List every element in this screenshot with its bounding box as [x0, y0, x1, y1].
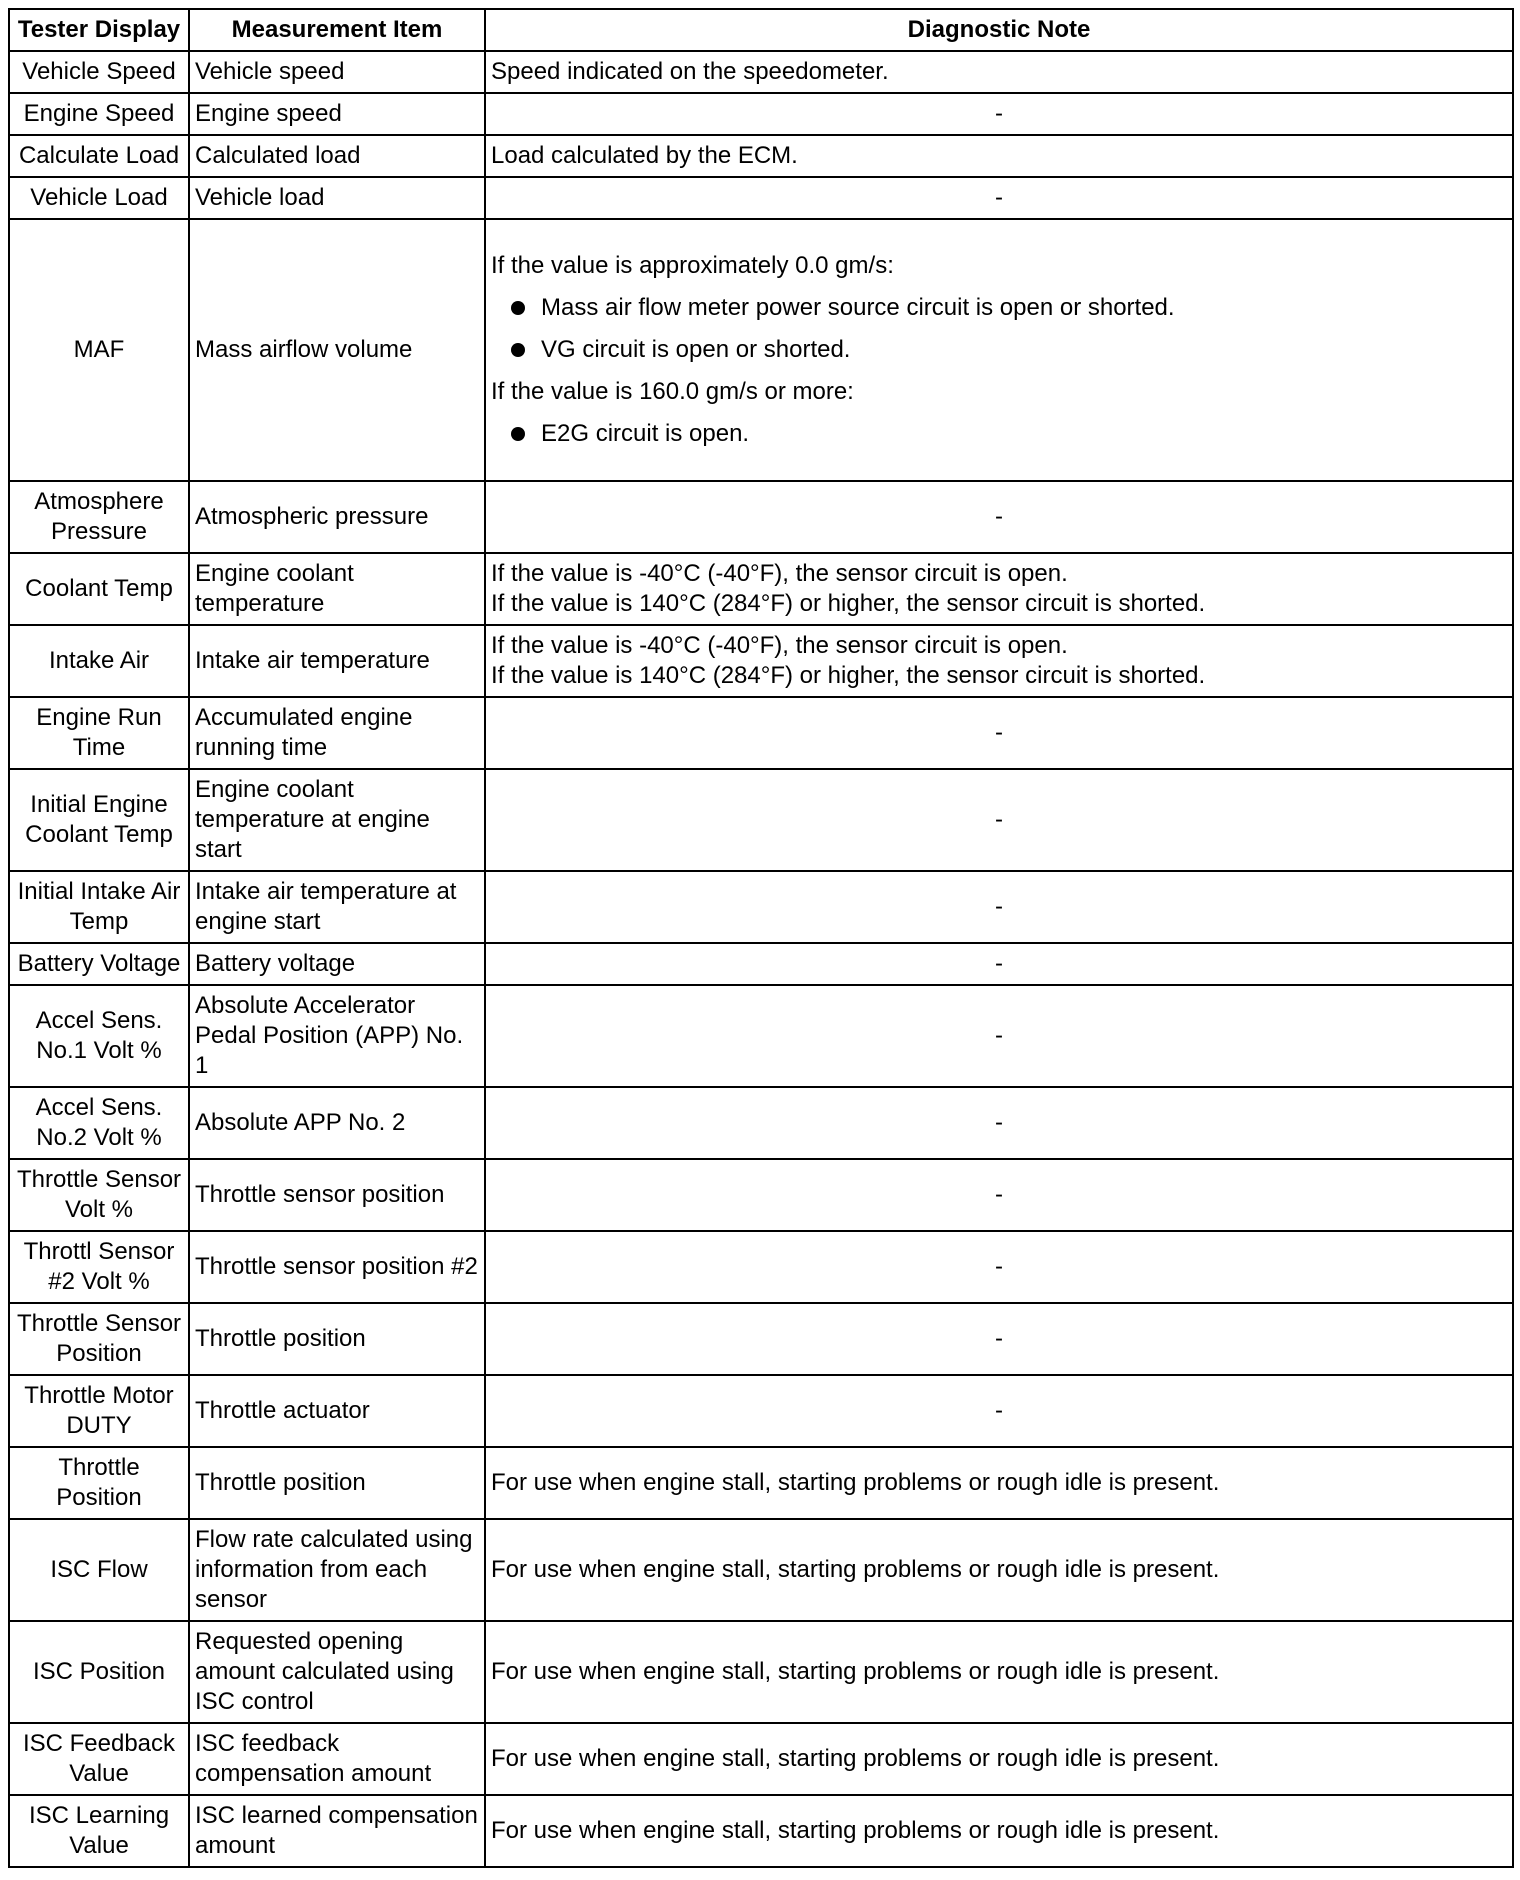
tester-display-cell: Vehicle Load [9, 177, 189, 219]
table-row [9, 1447, 1513, 1519]
measurement-item-cell: Throttle position [189, 1303, 485, 1375]
diagnostic-note-cell: For use when engine stall, starting problems or rough idle is present. [485, 1447, 1513, 1519]
table-row [9, 1519, 1513, 1621]
diagnostic-note-cell: - [485, 1087, 1513, 1159]
bullet-dot-icon [511, 343, 525, 357]
tester-display-cell: MAF [9, 219, 189, 481]
table-row [9, 93, 1513, 135]
header-tester-display: Tester Display [9, 9, 189, 51]
diagnostic-note-cell: - [485, 985, 1513, 1087]
diagnostic-note-cell: For use when engine stall, starting problems or rough idle is present. [485, 1795, 1513, 1867]
tester-display-cell: Accel Sens. No.1 Volt % [9, 985, 189, 1087]
measurement-item-cell: Intake air temperature [189, 625, 485, 697]
measurement-item-cell: Throttle position [189, 1447, 485, 1519]
maf-note-bullet [491, 335, 1507, 365]
table-row [9, 1795, 1513, 1867]
tester-display-cell: Throttle Sensor Position [9, 1303, 189, 1375]
diagnostic-note-cell: - [485, 93, 1513, 135]
measurement-item-cell: Throttle actuator [189, 1375, 485, 1447]
tester-display-cell: Initial Engine Coolant Temp [9, 769, 189, 871]
diagnostic-note-cell: Load calculated by the ECM. [485, 135, 1513, 177]
measurement-item-cell: Atmospheric pressure [189, 481, 485, 553]
tester-display-cell: Engine Speed [9, 93, 189, 135]
diagnostic-note-cell: - [485, 697, 1513, 769]
tester-display-cell: Throttle Motor DUTY [9, 1375, 189, 1447]
maf-bullet-text: VG circuit is open or shorted. [541, 336, 851, 363]
tester-display-cell: Throttl Sensor #2 Volt % [9, 1231, 189, 1303]
maf-note-bullet [491, 293, 1507, 323]
tester-display-cell: Vehicle Speed [9, 51, 189, 93]
tester-display-cell: Initial Intake Air Temp [9, 871, 189, 943]
measurement-item-cell: Throttle sensor position #2 [189, 1231, 485, 1303]
measurement-item-cell: Requested opening amount calculated using ISC control [189, 1621, 485, 1723]
maf-note-block [491, 243, 1507, 457]
note-line: If the value is -40°C (-40°F), the sensor circuit is open. [491, 560, 1068, 587]
note-line: If the value is 140°C (284°F) or higher, the sensor circuit is shorted. [491, 590, 1206, 617]
measurement-item-cell: Absolute APP No. 2 [189, 1087, 485, 1159]
tester-display-cell: Throttle Sensor Volt % [9, 1159, 189, 1231]
table-row [9, 481, 1513, 553]
tester-display-cell: Intake Air [9, 625, 189, 697]
tester-display-cell: ISC Flow [9, 1519, 189, 1621]
table-row [9, 51, 1513, 93]
diagnostic-note-cell: - [485, 177, 1513, 219]
bullet-dot-icon [511, 427, 525, 441]
maf-bullet-text: E2G circuit is open. [541, 420, 750, 447]
diagnostic-note-cell [485, 625, 1513, 697]
table-row [9, 1231, 1513, 1303]
table-row [9, 943, 1513, 985]
tester-display-cell: ISC Position [9, 1621, 189, 1723]
table-row [9, 219, 1513, 481]
measurement-item-cell: Vehicle load [189, 177, 485, 219]
maf-bullet-text: Mass air flow meter power source circuit is open or shorted. [541, 294, 1175, 321]
diagnostic-note-cell: - [485, 1303, 1513, 1375]
measurement-item-cell: ISC learned compensation amount [189, 1795, 485, 1867]
measurement-item-cell: Absolute Accelerator Pedal Position (APP) No. 1 [189, 985, 485, 1087]
document-page [8, 8, 1512, 1868]
table-row [9, 1159, 1513, 1231]
diagnostic-note-cell: Speed indicated on the speedometer. [485, 51, 1513, 93]
tester-display-cell: Engine Run Time [9, 697, 189, 769]
table-row [9, 769, 1513, 871]
measurement-item-cell: Flow rate calculated using information from each sensor [189, 1519, 485, 1621]
diagnostic-note-cell: For use when engine stall, starting problems or rough idle is present. [485, 1519, 1513, 1621]
data-list-table [8, 8, 1514, 1868]
maf-note-paragraph: If the value is 160.0 gm/s or more: [491, 378, 854, 405]
note-line: If the value is 140°C (284°F) or higher, the sensor circuit is shorted. [491, 662, 1206, 689]
diagnostic-note-cell: - [485, 1375, 1513, 1447]
tester-display-cell: Atmosphere Pressure [9, 481, 189, 553]
measurement-item-cell: ISC feedback compensation amount [189, 1723, 485, 1795]
measurement-item-cell: Engine coolant temperature at engine start [189, 769, 485, 871]
tester-display-cell: Calculate Load [9, 135, 189, 177]
header-measurement-item: Measurement Item [189, 9, 485, 51]
diagnostic-note-cell: - [485, 871, 1513, 943]
table-row [9, 135, 1513, 177]
measurement-item-cell: Vehicle speed [189, 51, 485, 93]
header-row [9, 9, 1513, 51]
diagnostic-note-cell: - [485, 481, 1513, 553]
diagnostic-note-cell: - [485, 1159, 1513, 1231]
measurement-item-cell: Intake air temperature at engine start [189, 871, 485, 943]
note-line: If the value is -40°C (-40°F), the sensor circuit is open. [491, 632, 1068, 659]
measurement-item-cell: Battery voltage [189, 943, 485, 985]
diagnostic-note-cell [485, 553, 1513, 625]
diagnostic-note-cell [485, 219, 1513, 481]
measurement-item-cell: Mass airflow volume [189, 219, 485, 481]
measurement-item-cell: Engine coolant temperature [189, 553, 485, 625]
maf-note-bullet [491, 419, 1507, 449]
diagnostic-note-cell: For use when engine stall, starting problems or rough idle is present. [485, 1723, 1513, 1795]
table-row [9, 625, 1513, 697]
measurement-item-cell: Calculated load [189, 135, 485, 177]
tester-display-cell: Throttle Position [9, 1447, 189, 1519]
diagnostic-note-cell: - [485, 1231, 1513, 1303]
diagnostic-note-cell: - [485, 769, 1513, 871]
table-row [9, 177, 1513, 219]
table-row [9, 1375, 1513, 1447]
tester-display-cell: Coolant Temp [9, 553, 189, 625]
header-diagnostic-note: Diagnostic Note [485, 9, 1513, 51]
table-row [9, 1621, 1513, 1723]
table-row [9, 871, 1513, 943]
bullet-dot-icon [511, 301, 525, 315]
table-row [9, 1303, 1513, 1375]
table-row [9, 985, 1513, 1087]
measurement-item-cell: Engine speed [189, 93, 485, 135]
table-row [9, 1723, 1513, 1795]
table-row [9, 1087, 1513, 1159]
table-row [9, 553, 1513, 625]
measurement-item-cell: Throttle sensor position [189, 1159, 485, 1231]
tester-display-cell: ISC Learning Value [9, 1795, 189, 1867]
tester-display-cell: Battery Voltage [9, 943, 189, 985]
measurement-item-cell: Accumulated engine running time [189, 697, 485, 769]
diagnostic-note-cell: - [485, 943, 1513, 985]
table-row [9, 697, 1513, 769]
tester-display-cell: Accel Sens. No.2 Volt % [9, 1087, 189, 1159]
maf-note-paragraph: If the value is approximately 0.0 gm/s: [491, 252, 894, 279]
diagnostic-note-cell: For use when engine stall, starting problems or rough idle is present. [485, 1621, 1513, 1723]
tester-display-cell: ISC Feedback Value [9, 1723, 189, 1795]
